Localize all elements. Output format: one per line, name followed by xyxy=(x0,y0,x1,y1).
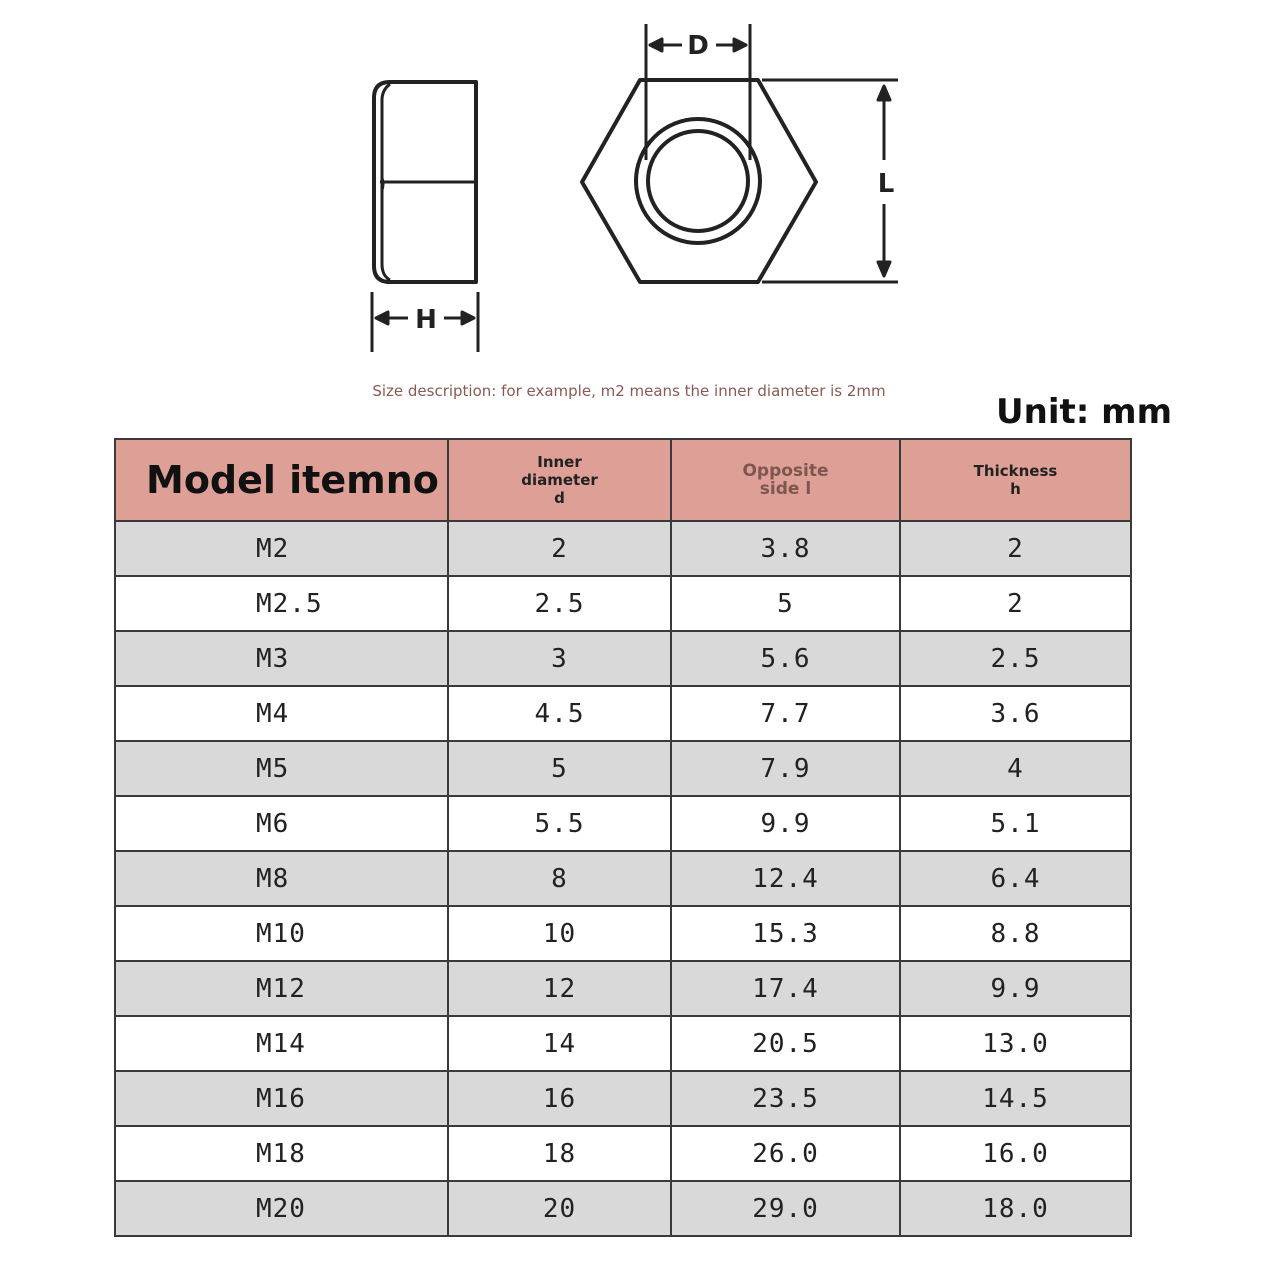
header-inner-diameter xyxy=(448,439,671,521)
header-thickness xyxy=(900,439,1131,521)
cell-inner-diameter: 5 xyxy=(448,741,671,796)
cell-inner-diameter: 10 xyxy=(448,906,671,961)
cell-model: M8 xyxy=(115,851,448,906)
cell-opposite-side: 7.7 xyxy=(671,686,900,741)
cell-thickness: 13.0 xyxy=(900,1016,1131,1071)
cell-opposite-side: 3.8 xyxy=(671,521,900,576)
cell-opposite-side: 5.6 xyxy=(671,631,900,686)
unit-label: Unit: mm xyxy=(996,392,1173,432)
table-row xyxy=(115,1016,1131,1071)
cell-thickness: 6.4 xyxy=(900,851,1131,906)
cell-inner-diameter: 2 xyxy=(448,521,671,576)
table-header-row xyxy=(115,439,1131,521)
table-row xyxy=(115,631,1131,686)
header-thickness-line: Thickness xyxy=(973,462,1058,480)
cell-model: M20 xyxy=(115,1181,448,1236)
table-row xyxy=(115,796,1131,851)
cell-thickness: 2.5 xyxy=(900,631,1131,686)
header-inner-line: diameter xyxy=(521,471,598,489)
table-row xyxy=(115,741,1131,796)
cell-thickness: 4 xyxy=(900,741,1131,796)
cell-thickness: 2 xyxy=(900,521,1131,576)
table-row xyxy=(115,686,1131,741)
cell-opposite-side: 17.4 xyxy=(671,961,900,1016)
cell-thickness: 14.5 xyxy=(900,1071,1131,1126)
cell-model: M4 xyxy=(115,686,448,741)
header-thickness-line: h xyxy=(1010,480,1021,498)
cell-thickness: 16.0 xyxy=(900,1126,1131,1181)
table-row xyxy=(115,521,1131,576)
cell-opposite-side: 12.4 xyxy=(671,851,900,906)
cell-inner-diameter: 5.5 xyxy=(448,796,671,851)
size-description: Size description: for example, m2 means the inner diameter is 2mm xyxy=(372,382,886,400)
cell-inner-diameter: 8 xyxy=(448,851,671,906)
cell-thickness: 8.8 xyxy=(900,906,1131,961)
cell-thickness: 2 xyxy=(900,576,1131,631)
header-inner-line: Inner xyxy=(537,453,582,471)
cell-inner-diameter: 12 xyxy=(448,961,671,1016)
table-row xyxy=(115,851,1131,906)
table-row xyxy=(115,1071,1131,1126)
cell-inner-diameter: 14 xyxy=(448,1016,671,1071)
cell-opposite-side: 26.0 xyxy=(671,1126,900,1181)
cell-inner-diameter: 20 xyxy=(448,1181,671,1236)
header-opposite-line: Opposite xyxy=(742,461,829,481)
cell-model: M18 xyxy=(115,1126,448,1181)
cell-inner-diameter: 3 xyxy=(448,631,671,686)
cell-opposite-side: 20.5 xyxy=(671,1016,900,1071)
table-row xyxy=(115,906,1131,961)
size-table xyxy=(114,438,1132,1237)
header-opposite-side xyxy=(671,439,900,521)
cell-opposite-side: 5 xyxy=(671,576,900,631)
cell-opposite-side: 9.9 xyxy=(671,796,900,851)
table-row xyxy=(115,961,1131,1016)
cell-model: M2.5 xyxy=(115,576,448,631)
side-view xyxy=(374,82,476,282)
d-label: D xyxy=(687,31,709,61)
header-opposite-line: side l xyxy=(759,479,812,499)
cell-inner-diameter: 4.5 xyxy=(448,686,671,741)
table-row xyxy=(115,1126,1131,1181)
cell-model: M16 xyxy=(115,1071,448,1126)
l-label: L xyxy=(877,169,895,199)
cell-thickness: 18.0 xyxy=(900,1181,1131,1236)
table-row xyxy=(115,1181,1131,1236)
header-model: Model itemno xyxy=(115,439,448,521)
cell-opposite-side: 7.9 xyxy=(671,741,900,796)
cell-model: M12 xyxy=(115,961,448,1016)
h-label: H xyxy=(415,305,437,335)
cell-model: M14 xyxy=(115,1016,448,1071)
cell-inner-diameter: 2.5 xyxy=(448,576,671,631)
cell-model: M2 xyxy=(115,521,448,576)
cell-inner-diameter: 16 xyxy=(448,1071,671,1126)
front-view xyxy=(582,80,816,282)
header-inner-line: d xyxy=(554,489,565,507)
hex-nut-diagram xyxy=(0,0,1284,380)
table-row xyxy=(115,576,1131,631)
cell-opposite-side: 15.3 xyxy=(671,906,900,961)
cell-opposite-side: 29.0 xyxy=(671,1181,900,1236)
cell-model: M5 xyxy=(115,741,448,796)
cell-inner-diameter: 18 xyxy=(448,1126,671,1181)
cell-model: M3 xyxy=(115,631,448,686)
cell-opposite-side: 23.5 xyxy=(671,1071,900,1126)
cell-thickness: 9.9 xyxy=(900,961,1131,1016)
cell-thickness: 5.1 xyxy=(900,796,1131,851)
cell-model: M6 xyxy=(115,796,448,851)
cell-model: M10 xyxy=(115,906,448,961)
cell-thickness: 3.6 xyxy=(900,686,1131,741)
